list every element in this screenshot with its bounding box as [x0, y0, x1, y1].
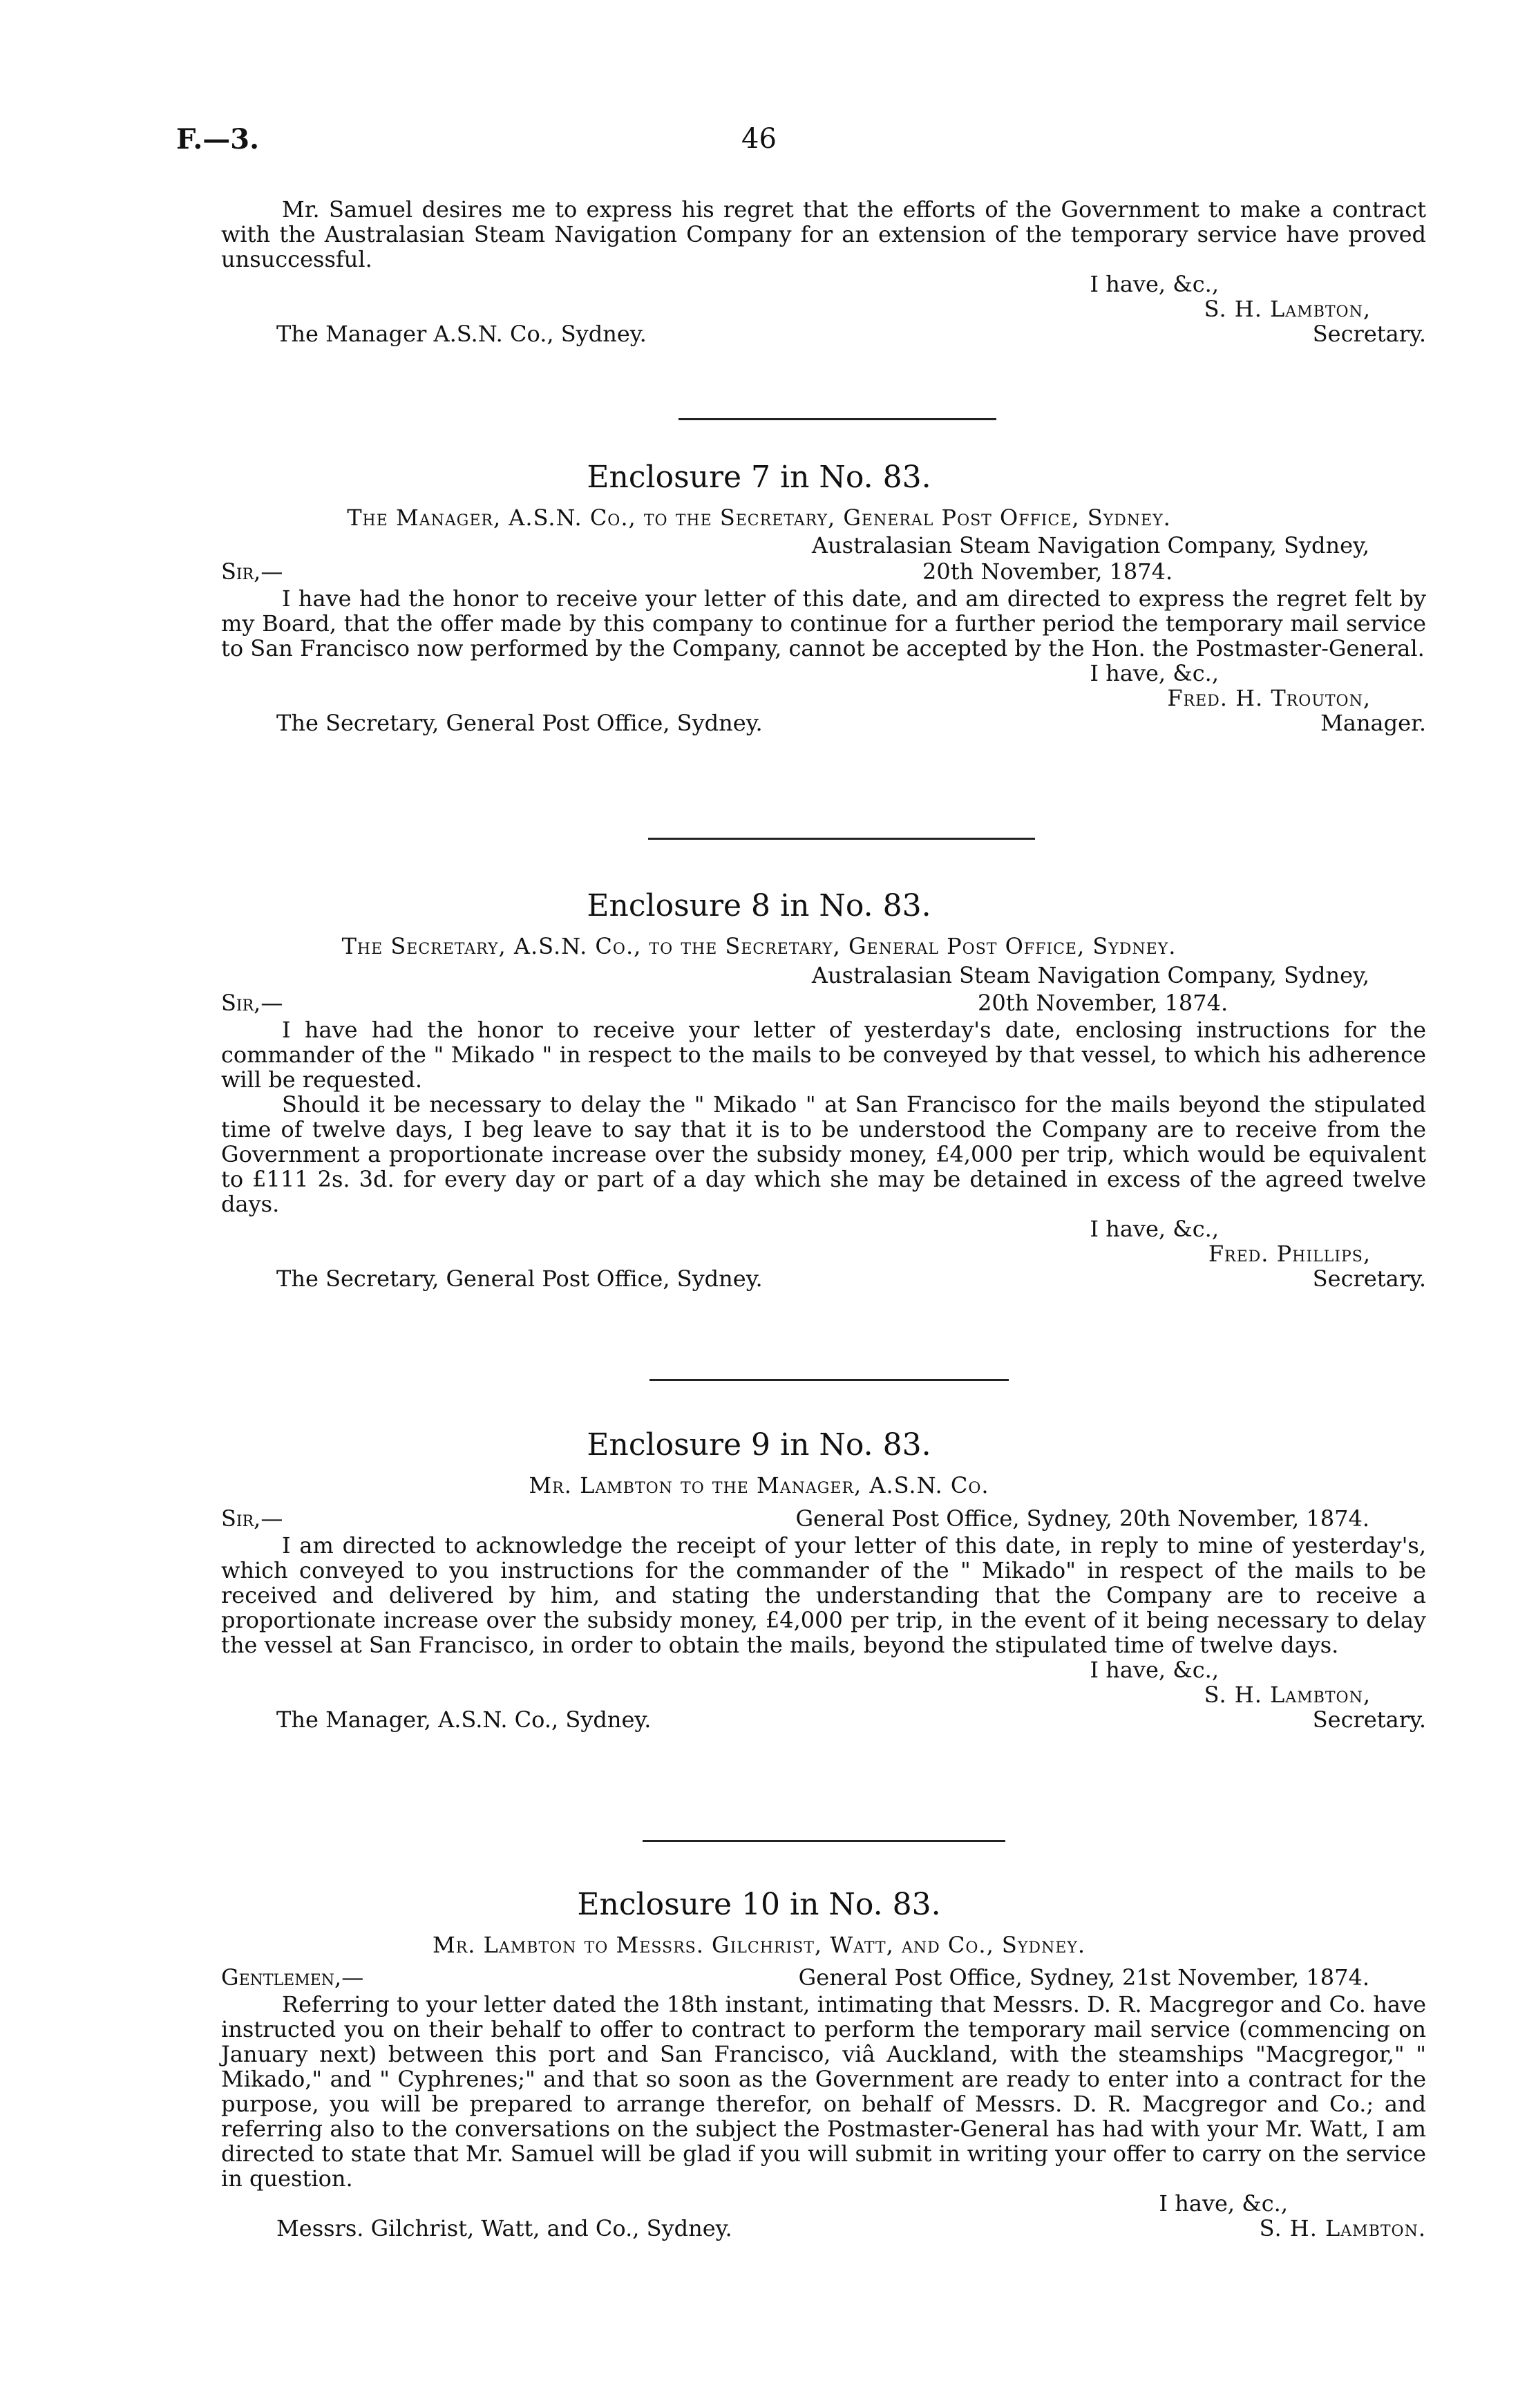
- enclosure-9-salutation: Sir,—: [221, 1505, 283, 1532]
- page-id: F.—3.: [176, 123, 260, 156]
- intro-sign-have: I have, &c.,: [1090, 271, 1219, 297]
- intro-sign-title: Secretary.: [1312, 321, 1426, 347]
- enclosure-9-letter: [221, 1533, 1426, 1732]
- enclosure-7-sign-title: Manager.: [1320, 710, 1426, 736]
- divider-rule: [679, 418, 996, 420]
- enclosure-8-body-1: I have had the honor to receive your letter of yesterday's date, enclosing instructions for the commander of the " Mikado " in respect to the mails to be conveyed by that vessel, to which his adherence will be requested.: [221, 1017, 1426, 1093]
- enclosure-8-sign-title: Secretary.: [1312, 1266, 1426, 1292]
- enclosure-7-body: I have had the honor to receive your letter of this date, and am directed to express the regret felt by my Board, that the offer made by this company to continue for a further period the temporary mail service to San Francisco now performed by the Company, cannot be accepted by the Hon. the Postmaster-General.: [221, 585, 1426, 661]
- enclosure-7-letter: [221, 586, 1426, 735]
- enclosure-7-addressee: The Secretary, General Post Office, Sydney.: [276, 710, 763, 736]
- enclosure-7-dateline-1: Australasian Steam Navigation Company, Sydney,: [811, 532, 1369, 558]
- enclosure-9-signoff: [221, 1657, 1426, 1732]
- intro-sign-name: S. H. Lambton,: [1204, 296, 1371, 322]
- enclosure-7-sign-have: I have, &c.,: [1090, 660, 1219, 686]
- enclosure-9-subtitle: Mr. Lambton to the Manager, A.S.N. Co.: [529, 1472, 989, 1498]
- intro-addressee: The Manager A.S.N. Co., Sydney.: [276, 321, 647, 347]
- enclosure-7-signoff: [221, 661, 1426, 735]
- enclosure-8-dateline-1: Australasian Steam Navigation Company, Sydney,: [811, 962, 1369, 988]
- enclosure-7-title: Enclosure 7 in No. 83.: [587, 460, 931, 495]
- enclosure-10-sign-name: S. H. Lambton.: [1259, 2215, 1426, 2241]
- enclosure-8-signoff: [221, 1216, 1426, 1291]
- enclosure-8-subtitle: The Secretary, A.S.N. Co., to the Secretary, General Post Office, Sydney.: [341, 933, 1177, 959]
- intro-signoff: [221, 272, 1426, 346]
- enclosure-10-signoff: [221, 2191, 1426, 2246]
- enclosure-9-sign-name: S. H. Lambton,: [1204, 1682, 1371, 1708]
- enclosure-8-body-2: Should it be necessary to delay the " Mikado " at San Francisco for the mails beyond the stipulated time of twelve days, I beg leave to say that it is to be understood the Company are to receive from the Government a proportionate increase over the subsidy money, £4,000 per trip, which would be equivalent to £111 2s. 3d. for every day or part of a day which she may be detained in excess of the agreed twelve days.: [221, 1091, 1426, 1217]
- enclosure-10-dateline: General Post Office, Sydney, 21st November, 1874.: [798, 1964, 1369, 1991]
- enclosure-8-addressee: The Secretary, General Post Office, Sydney.: [276, 1266, 763, 1292]
- enclosure-8-sign-have: I have, &c.,: [1090, 1216, 1219, 1242]
- page-header: [176, 123, 1342, 164]
- enclosure-10-addressee: Messrs. Gilchrist, Watt, and Co., Sydney.: [276, 2215, 732, 2241]
- enclosure-8-salutation: Sir,—: [221, 990, 283, 1016]
- divider-rule: [649, 1379, 1009, 1381]
- enclosure-8-title: Enclosure 8 in No. 83.: [587, 888, 931, 923]
- intro-paragraph: Mr. Samuel desires me to express his regret that the efforts of the Government to make a contract with the Australasian Steam Navigation Company for an extension of the temporary service have proved unsuccessful.: [221, 196, 1426, 272]
- enclosure-10-body: Referring to your letter dated the 18th instant, intimating that Messrs. D. R. Macgregor and Co. have instructed you on their behalf to offer to contract to perform the temporary mail service (commencing on January next) between this port and San Francisco, viâ Auckland, with the steamships "Macgregor," " Mikado," and " Cyphrenes;" and that so soon as the Government are ready to enter into a contract for the purpose, you will be prepared to arrange therefor, on behalf of Messrs. D. R. Macgregor and Co.; and referring also to the conversations on the subject the Postmaster-General has had with your Mr. Watt, I am directed to state that Mr. Samuel will be glad if you will submit in writing your offer to carry on the service in question.: [221, 1991, 1426, 2192]
- enclosure-9-body: I am directed to acknowledge the receipt of your letter of this date, in reply to mine of yesterday's, which conveyed to you instructions for the commander of the " Mikado" in respect of the mails to be received and delivered by him, and stating the understanding that the Company are to receive a proportionate increase over the subsidy money, £4,000 per trip, in the event of it being necessary to delay the vessel at San Francisco, in order to obtain the mails, beyond the stipulated time of twelve days.: [221, 1532, 1426, 1658]
- enclosure-9-dateline: General Post Office, Sydney, 20th November, 1874.: [795, 1505, 1369, 1532]
- enclosure-9-sign-title: Secretary.: [1312, 1706, 1426, 1733]
- enclosure-10-letter: [221, 1992, 1426, 2246]
- divider-rule: [648, 838, 1035, 840]
- enclosure-9-addressee: The Manager, A.S.N. Co., Sydney.: [276, 1706, 652, 1733]
- enclosure-9-sign-have: I have, &c.,: [1090, 1657, 1219, 1683]
- enclosure-8-letter: [221, 1017, 1426, 1291]
- enclosure-7-salutation: Sir,—: [221, 558, 283, 585]
- enclosure-10-subtitle: Mr. Lambton to Messrs. Gilchrist, Watt, and Co., Sydney.: [432, 1932, 1086, 1958]
- page-number: 46: [741, 123, 777, 155]
- enclosure-7-sign-name: Fred. H. Trouton,: [1167, 685, 1371, 711]
- enclosure-7-dateline-2: 20th November, 1874.: [922, 558, 1173, 585]
- enclosure-9-title: Enclosure 9 in No. 83.: [587, 1427, 931, 1462]
- enclosure-7-subtitle: The Manager, A.S.N. Co., to the Secretary, General Post Office, Sydney.: [347, 505, 1171, 531]
- enclosure-10-title: Enclosure 10 in No. 83.: [577, 1887, 941, 1922]
- enclosure-10-salutation: Gentlemen,—: [221, 1964, 364, 1991]
- intro-letter: [221, 197, 1426, 346]
- enclosure-8-dateline-2: 20th November, 1874.: [978, 990, 1228, 1016]
- divider-rule: [643, 1840, 1005, 1842]
- enclosure-8-sign-name: Fred. Phillips,: [1208, 1241, 1371, 1267]
- enclosure-10-sign-have: I have, &c.,: [1159, 2190, 1288, 2217]
